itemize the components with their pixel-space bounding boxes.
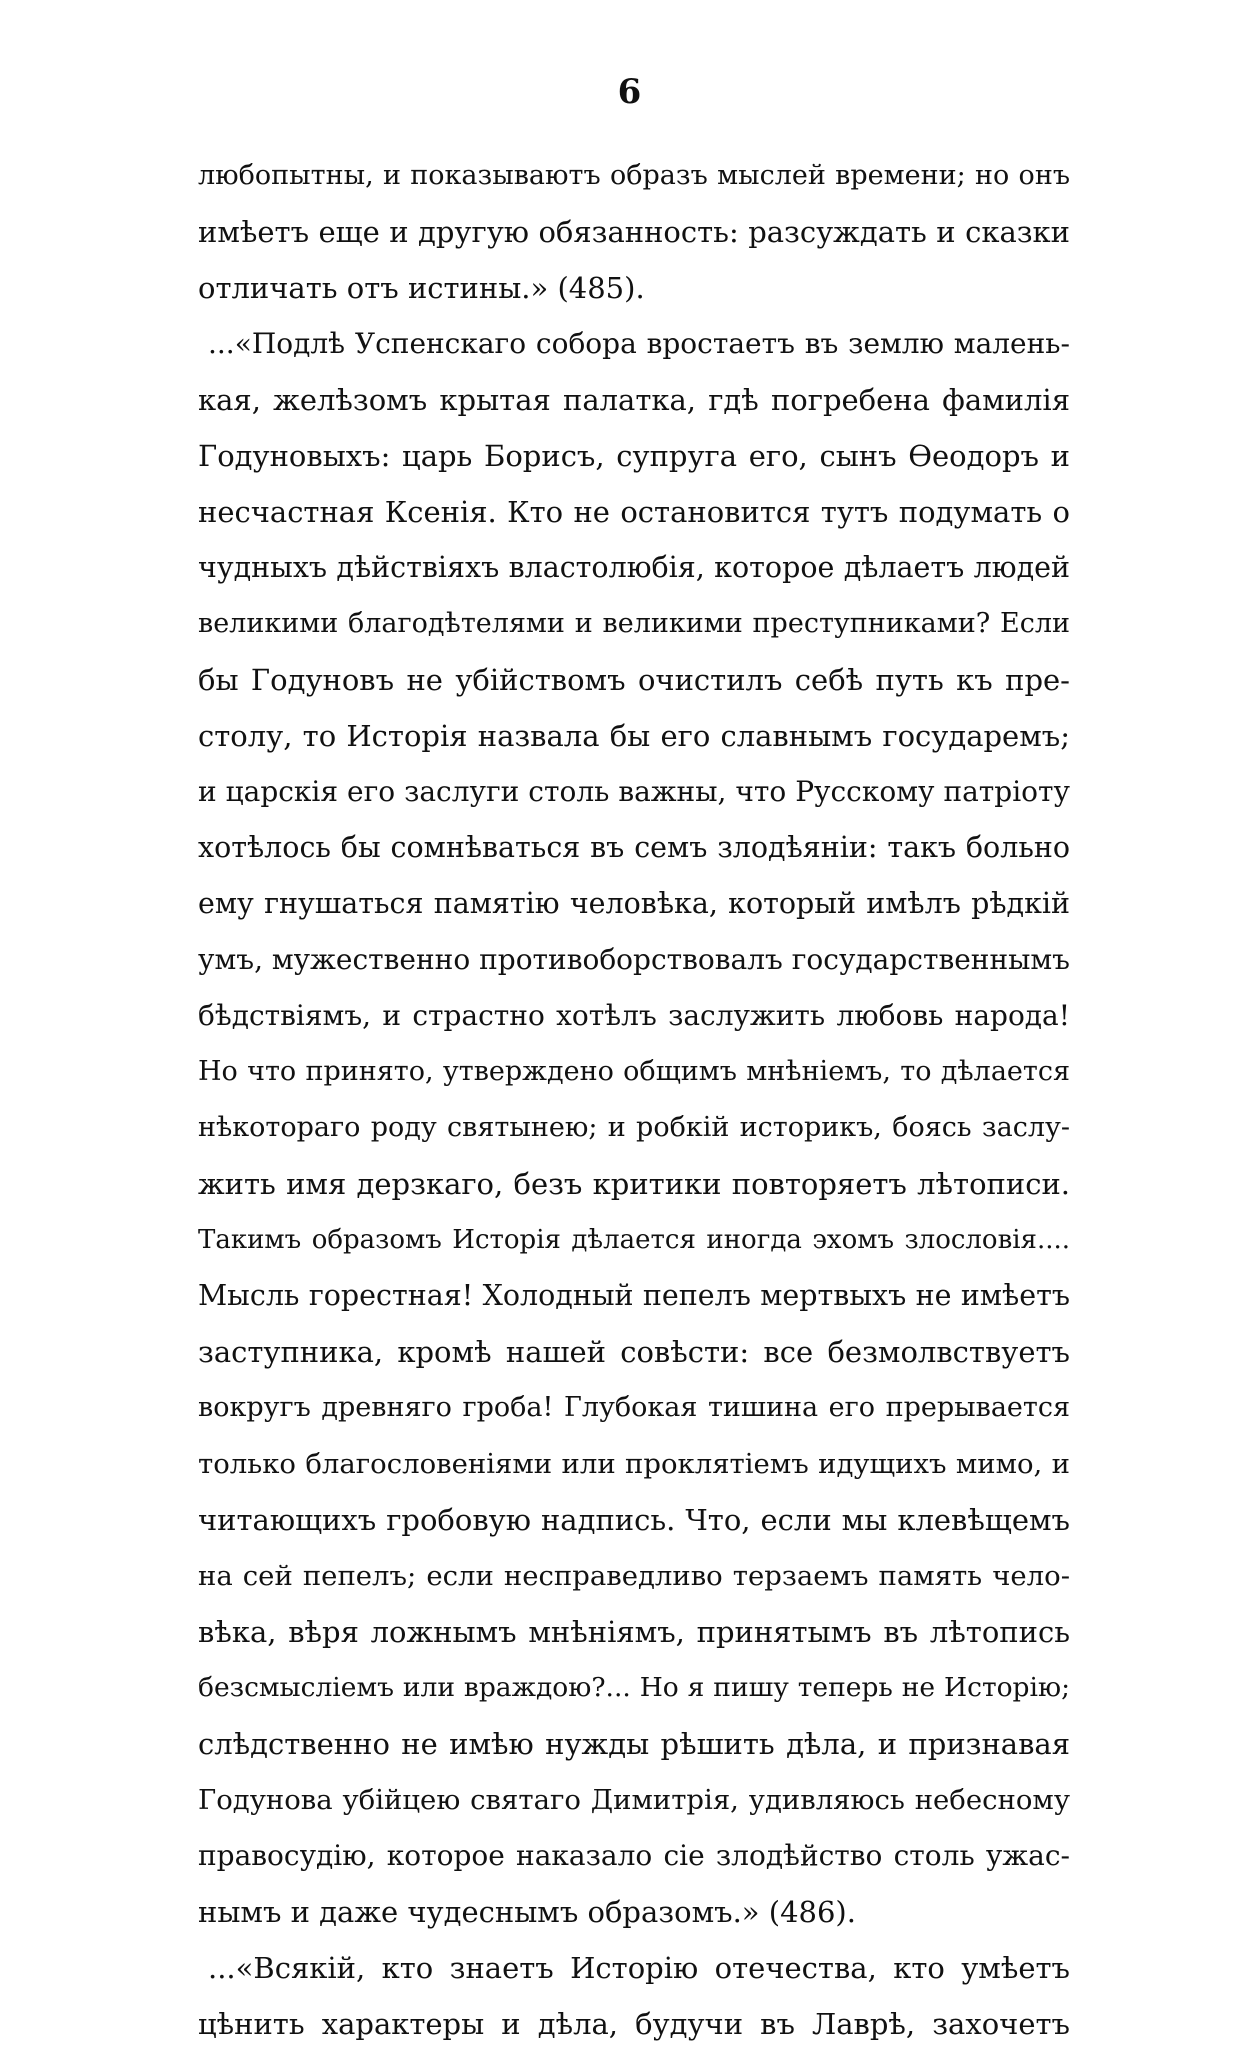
- paragraph: [198, 148, 1070, 316]
- text-line: и царскія его заслуги столь важны, что Русскому патріоту: [198, 775, 1070, 808]
- text-line: Мысль горестная! Холодный пепелъ мертвыхъ не имѣетъ: [198, 1279, 1070, 1312]
- text-line: Годуновыхъ: царь Борисъ, супруга его, сынъ Ѳеодоръ и: [198, 439, 1070, 473]
- text-line: столу, то Исторія назвала бы его славнымъ государемъ;: [198, 719, 1070, 753]
- text-line: на сей пепелъ; если несправедливо терзаемъ память чело-: [198, 1560, 1070, 1592]
- text-line: цѣнить характеры и дѣла, будучи въ Лаврѣ, захочетъ: [198, 2007, 1070, 2041]
- text-line: хотѣлось бы сомнѣваться въ семъ злодѣяніи: такъ больно: [198, 831, 1070, 864]
- text-line: чудныхъ дѣйствіяхъ властолюбія, которое дѣлаетъ людей: [198, 551, 1070, 584]
- body-text: [198, 148, 1070, 2052]
- text-line: великими благодѣтелями и великими преступниками? Если: [198, 608, 1070, 639]
- text-line: ...«Всякій, кто знаетъ Исторію отечества, кто умѣетъ: [208, 1951, 1070, 1985]
- text-line: слѣдственно не имѣю нужды рѣшить дѣла, и признавая: [198, 1727, 1070, 1761]
- text-line: безсмысліемъ или враждою?... Но я пишу теперь не Исторію;: [198, 1672, 1070, 1703]
- text-line: умъ, мужественно противоборствовалъ государственнымъ: [198, 943, 1070, 976]
- text-line: нымъ и даже чудеснымъ образомъ.» (486).: [198, 1895, 856, 1929]
- paragraph: [198, 316, 1070, 1940]
- text-line: только благословеніями или проклятіемъ идущихъ мимо, и: [198, 1448, 1070, 1480]
- text-line: несчастная Ксенія. Кто не остановится тутъ подумать о: [198, 495, 1070, 529]
- text-line: жить имя дерзкаго, безъ критики повторяетъ лѣтописи.: [198, 1167, 1070, 1201]
- text-line: вѣка, вѣря ложнымъ мнѣніямъ, принятымъ въ лѣтопись: [198, 1615, 1070, 1649]
- text-line: заступника, кромѣ нашей совѣсти: все безмолвствуетъ: [198, 1335, 1070, 1369]
- text-line: бы Годуновъ не убійствомъ очистилъ себѣ путь къ пре-: [198, 663, 1070, 697]
- text-line: вокругъ древняго гроба! Глубокая тишина его прерывается: [198, 1392, 1070, 1423]
- text-line: бѣдствіямъ, и страстно хотѣлъ заслужить любовь народа!: [198, 999, 1070, 1032]
- text-line: Такимъ образомъ Исторія дѣлается иногда эхомъ злословія....: [198, 1225, 1070, 1255]
- text-line: ему гнушаться памятію человѣка, который имѣлъ рѣдкій: [198, 887, 1070, 920]
- text-line: кая, желѣзомъ крытая палатка, гдѣ погребена фамилія: [198, 383, 1070, 417]
- text-line: ...«Подлѣ Успенскаго собора вростаетъ въ землю малень-: [208, 327, 1070, 360]
- text-line: читающихъ гробовую надпись. Что, если мы клевѣщемъ: [198, 1503, 1070, 1537]
- text-line: имѣетъ еще и другую обязанность: разсуждать и сказки: [198, 215, 1070, 249]
- text-line: любопытны, и показываютъ образъ мыслей времени; но онъ: [198, 160, 1070, 191]
- text-line: отличать отъ истины.» (485).: [198, 271, 645, 305]
- text-line: нѣкотораго роду святынею; и робкій историкъ, боясь заслу-: [198, 1112, 1070, 1143]
- text-line: Годунова убійцею святаго Димитрія, удивляюсь небесному: [198, 1784, 1070, 1816]
- page-number: 6: [617, 72, 642, 112]
- paragraph: [198, 1940, 1070, 2052]
- text-line: Но что принято, утверждено общимъ мнѣніемъ, то дѣлается: [198, 1056, 1070, 1087]
- text-line: правосудію, которое наказало сіе злодѣйство столь ужас-: [198, 1839, 1070, 1872]
